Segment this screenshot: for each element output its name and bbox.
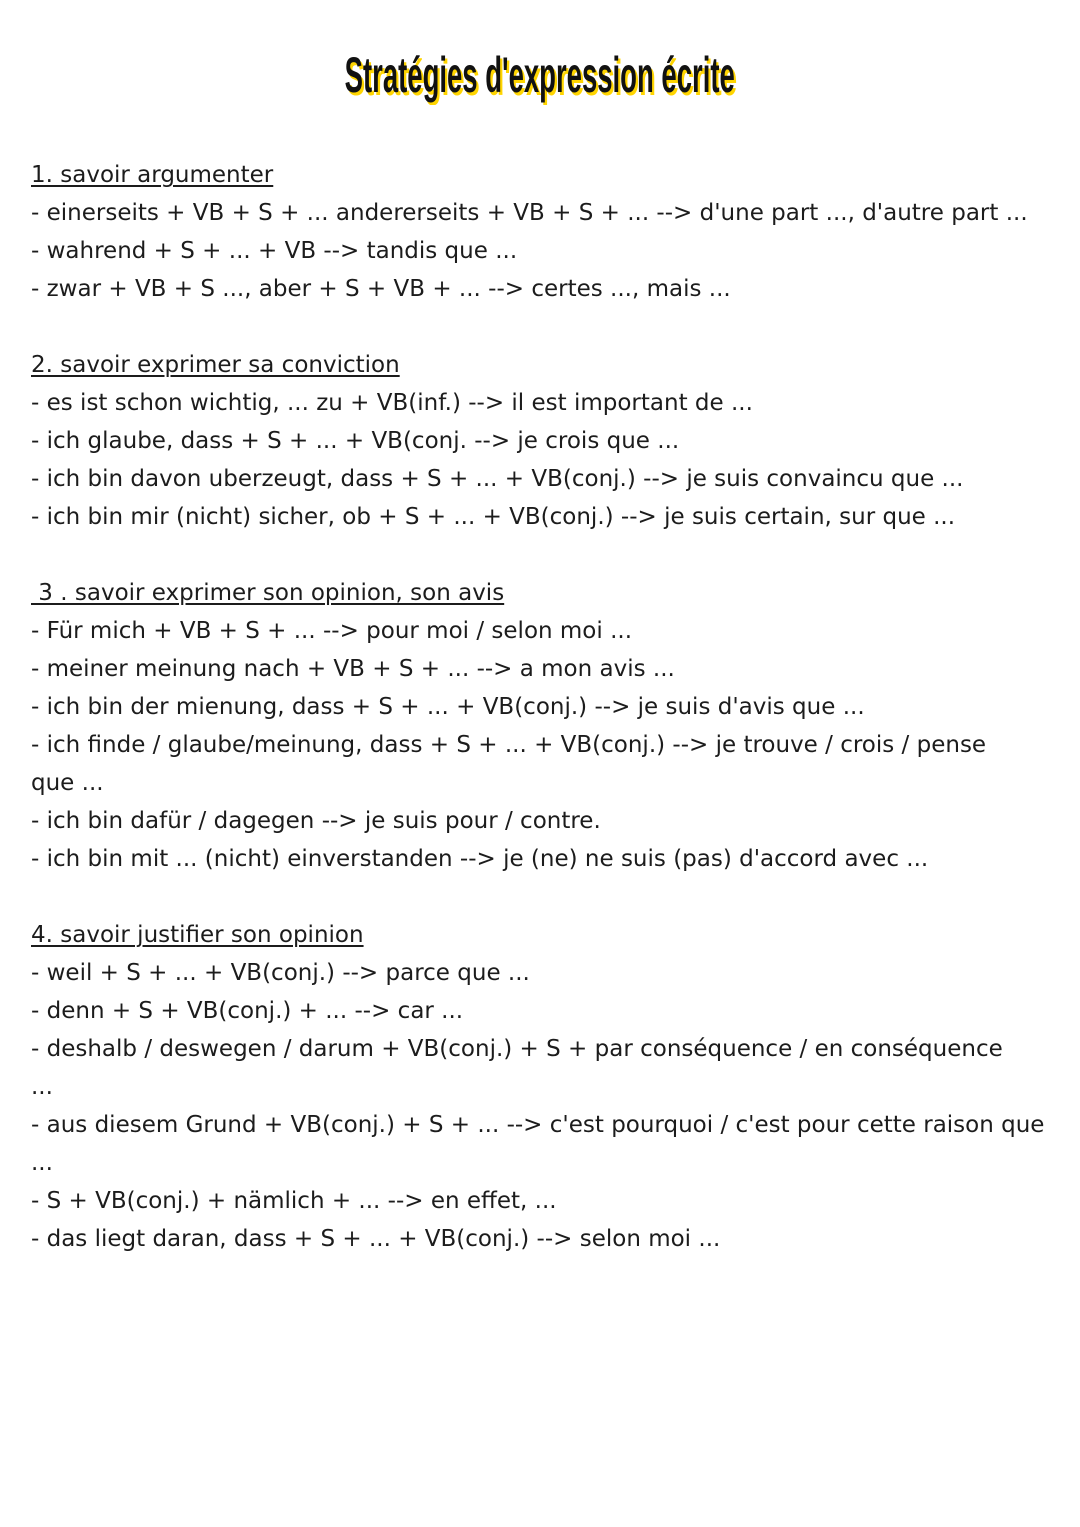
spacer <box>31 308 1071 346</box>
page-title: Stratégies d'expression écrite <box>344 47 736 103</box>
line-item: - denn + S + VB(conj.) + ... --> car ... <box>31 998 464 1024</box>
line-item: - ich finde / glaube/meinung, dass + S + ... + VB(conj.) --> je trouve / crois / pense <box>31 732 987 758</box>
line-item: - einerseits + VB + S + ... andererseits + VB + S + ... --> d'une part ..., d'autre part ... <box>31 200 1028 226</box>
line-item: - das liegt daran, dass + S + ... + VB(conj.) --> selon moi ... <box>31 1226 721 1252</box>
section-heading: 2. savoir exprimer sa conviction <box>31 352 400 378</box>
line-item: - ich bin mit ... (nicht) einverstanden --> je (ne) ne suis (pas) d'accord avec ... <box>31 846 929 872</box>
line-item: - meiner meinung nach + VB + S + ... --> a mon avis ... <box>31 656 675 682</box>
line-item: - ich bin mir (nicht) sicher, ob + S + ... + VB(conj.) --> je suis certain, sur que ... <box>31 504 956 530</box>
section-opinion <box>31 574 1071 878</box>
line-item: que ... <box>31 770 104 796</box>
line-item: - ich glaube, dass + S + ... + VB(conj. --> je crois que ... <box>31 428 680 454</box>
line-item: - Für mich + VB + S + ... --> pour moi / selon moi ... <box>31 618 633 644</box>
line-item: - aus diesem Grund + VB(conj.) + S + ... --> c'est pourquoi / c'est pour cette raison que <box>31 1112 1045 1138</box>
line-item: - deshalb / deswegen / darum + VB(conj.) + S + par conséquence / en conséquence <box>31 1036 1003 1062</box>
section-justifier <box>31 916 1071 1258</box>
section-heading: 3 . savoir exprimer son opinion, son avis <box>31 580 505 606</box>
spacer <box>31 536 1071 574</box>
line-item: - S + VB(conj.) + nämlich + ... --> en effet, ... <box>31 1188 557 1214</box>
line-item: - es ist schon wichtig, ... zu + VB(inf.) --> il est important de ... <box>31 390 753 416</box>
line-item: - ich bin dafür / dagegen --> je suis pour / contre. <box>31 808 601 834</box>
line-item: - wahrend + S + ... + VB --> tandis que ... <box>31 238 518 264</box>
line-item: - ich bin davon uberzeugt, dass + S + ... + VB(conj.) --> je suis convaincu que ... <box>31 466 964 492</box>
section-heading: 1. savoir argumenter <box>31 162 274 188</box>
line-item: ... <box>31 1150 53 1176</box>
title-container <box>0 45 1080 105</box>
section-conviction <box>31 346 1071 536</box>
line-item: - zwar + VB + S ..., aber + S + VB + ... --> certes ..., mais ... <box>31 276 731 302</box>
line-item: - ich bin der mienung, dass + S + ... + VB(conj.) --> je suis d'avis que ... <box>31 694 865 720</box>
document-body <box>31 156 1071 1258</box>
section-argumenter <box>31 156 1071 308</box>
line-item: ... <box>31 1074 53 1100</box>
spacer <box>31 878 1071 916</box>
line-item: - weil + S + ... + VB(conj.) --> parce que ... <box>31 960 530 986</box>
section-heading: 4. savoir justifier son opinion <box>31 922 364 948</box>
